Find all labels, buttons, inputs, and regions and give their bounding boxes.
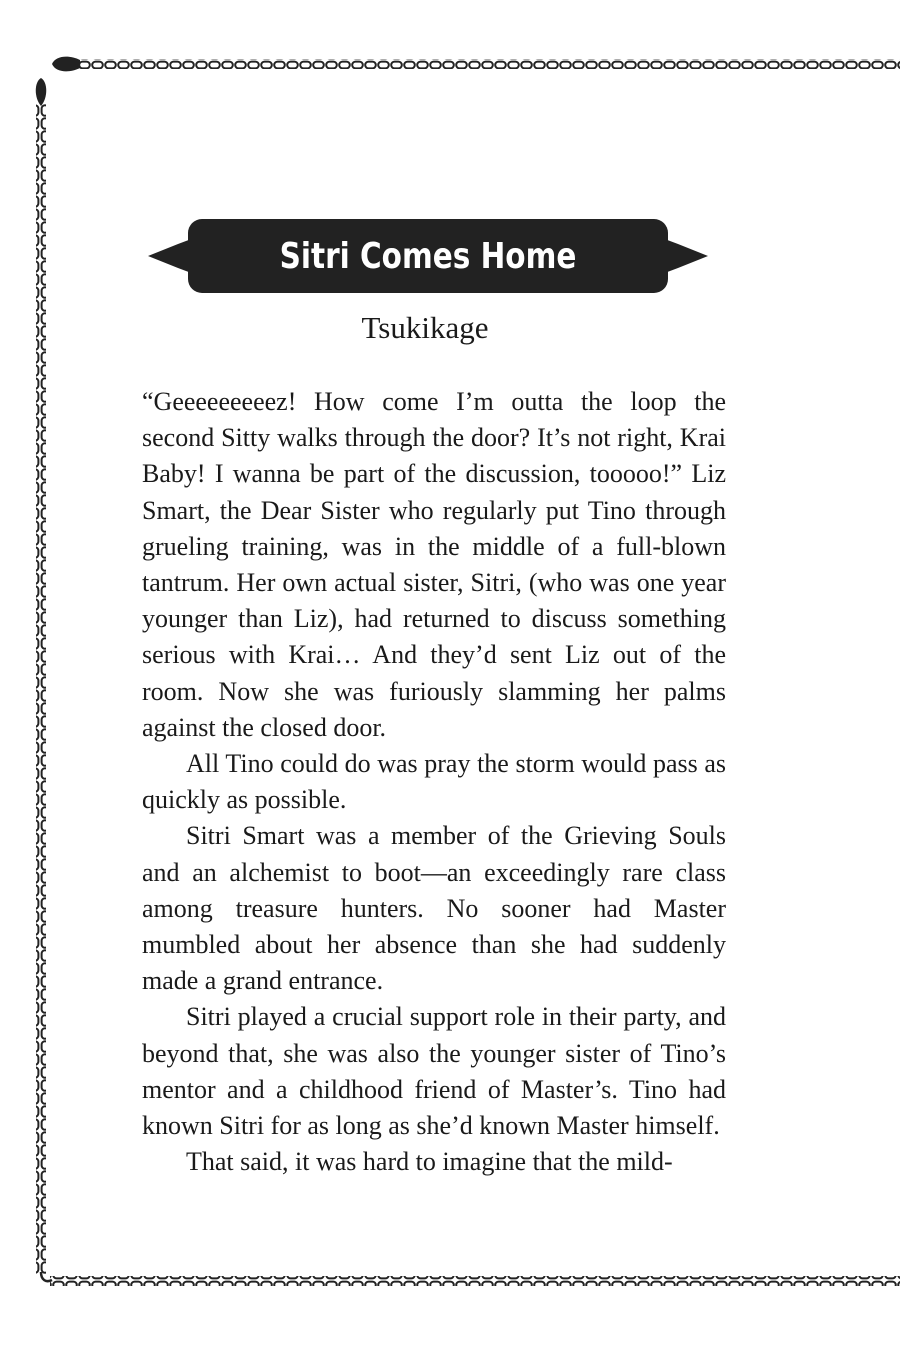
bottom-chain — [50, 1276, 900, 1286]
left-chain — [36, 78, 52, 1281]
chapter-author: Tsukikage — [361, 310, 489, 345]
top-chain — [52, 57, 900, 72]
banner-plate — [188, 219, 668, 293]
chapter-title: Sitri Comes Home — [279, 235, 577, 277]
paragraph: “Geeeeeeeeez! How come I’m outta the loop the second Sitty walks through the door? It’s not right, Krai Baby! I wanna be part of the discussion, tooooo!” Liz Smart, the Dear Sister who regularly put Tino through grueling training, was in the middle of a full-blown tantrum. Her own actual sister, Sitri, (who was one year younger than Liz), had returned to discuss something serious with Krai… And they’d sent Liz out of the room. Now she was furiously slamming her palms against the closed door. — [142, 387, 726, 742]
chapter-body — [142, 384, 726, 1180]
banner-right-ornament — [662, 238, 708, 274]
paragraph: Sitri Smart was a member of the Grieving Souls and an alchemist to boot—an exceedingly rare class among treasure hunters. No sooner had Master mumbled about her absence than she had suddenly made a grand entrance. — [142, 821, 726, 996]
paragraph: That said, it was hard to imagine that the mild- — [186, 1147, 673, 1177]
chapter-title-banner — [148, 219, 708, 293]
paragraph: All Tino could do was pray the storm would pass as quickly as possible. — [142, 749, 726, 815]
paragraph: Sitri played a crucial support role in their party, and beyond that, she was also the younger sister of Tino’s mentor and a childhood friend of Master’s. Tino had known Sitri for as long as she’d known Master himself. — [142, 1002, 726, 1141]
